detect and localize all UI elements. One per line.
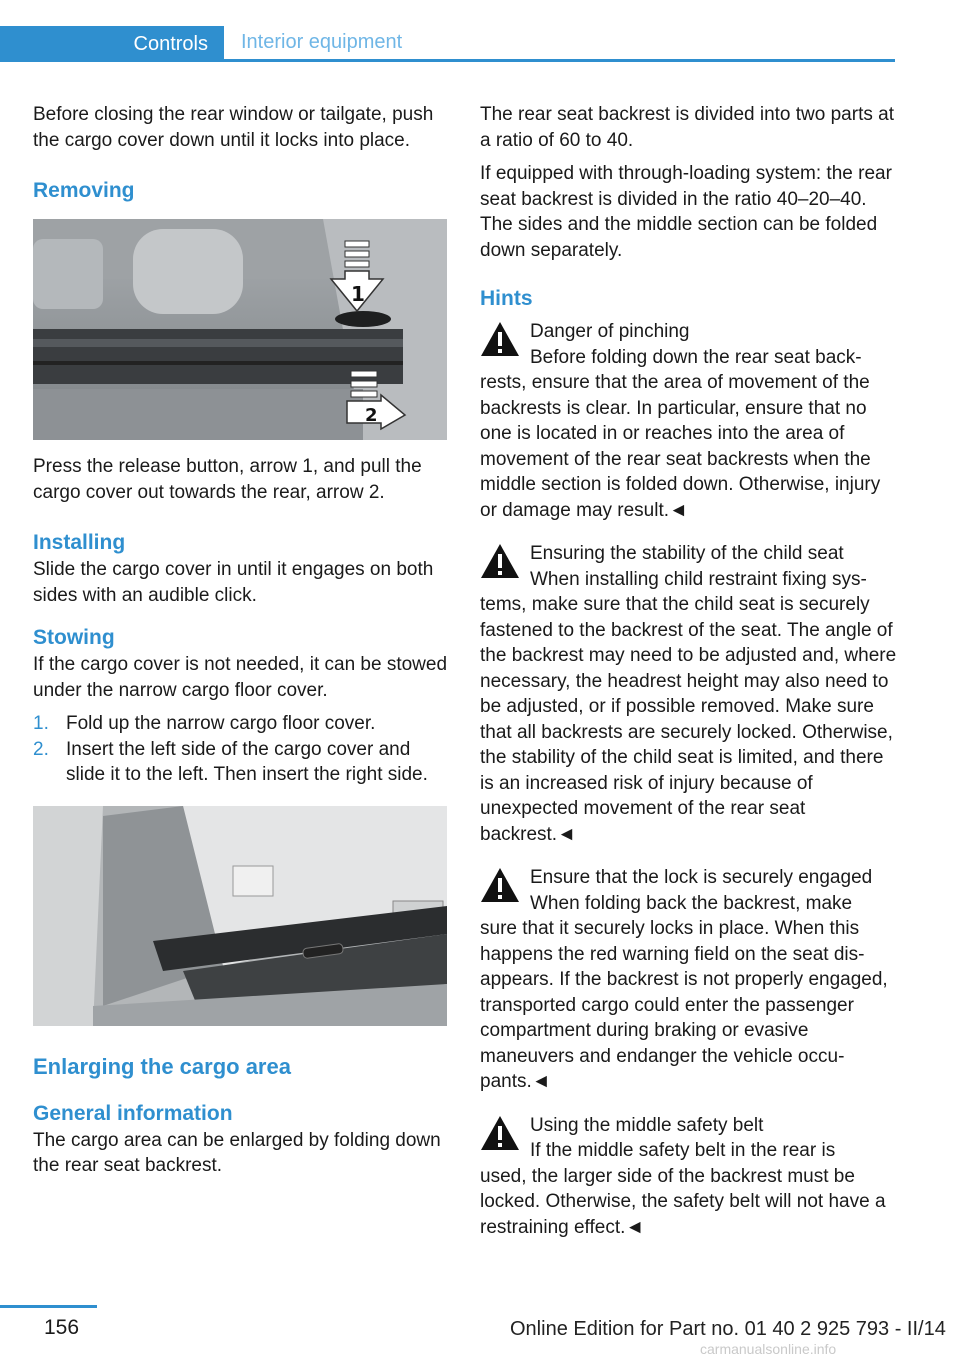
warning-lock-engaged <box>480 865 898 1095</box>
warning-danger-of-pinching <box>480 319 898 523</box>
photo-stowing-cargo-cover <box>33 806 447 1026</box>
warning-middle-safety-belt <box>480 1113 898 1241</box>
step-text: Fold up the narrow cargo floor cover. <box>66 713 376 734</box>
heading-stowing: Stowing <box>33 626 115 649</box>
step-number: 1. <box>33 713 49 734</box>
warning-text: sure that it securely locks in place. When this happens the red warning field on the seat disappears. If the backrest is not properly engaged, transported cargo could enter the passenger compartment during braking or evasive maneuvers and endanger the vehicle occupants.◄ <box>480 918 888 1092</box>
intro-paragraph: Before closing the rear window or tailgate, push the cargo cover down until it locks into place. <box>33 104 434 151</box>
warning-title: Using the middle safety belt <box>530 1114 764 1136</box>
stowing-steps <box>33 711 449 788</box>
warning-triangle-icon <box>480 543 520 579</box>
heading-removing: Removing <box>33 179 135 202</box>
backrest-ratio-paragraph: The rear seat backrest is divided into two parts at a ratio of 60 to 40. <box>480 104 894 151</box>
heading-installing: Installing <box>33 531 126 554</box>
warning-text-first-line: Before folding down the rear seat back- <box>530 346 862 368</box>
list-item <box>33 711 449 737</box>
warning-text-first-line: If the middle safety belt in the rear is <box>530 1140 836 1161</box>
step-text: Insert the left side of the cargo cover and slide it to the left. Then insert the right side. <box>66 738 428 785</box>
installing-text: Slide the cargo cover in until it engages on both sides with an audible click. <box>33 559 434 606</box>
arrow-1-label: 1 <box>351 282 365 306</box>
warning-text-first-line: When installing child restraint fixing sys- <box>530 568 867 590</box>
through-loading-paragraph: If equipped with through-loading system: the rear seat backrest is divided in the ratio 40–20–40. The sides and the middle section can be folded down separately. <box>480 163 892 261</box>
general-information-text: The cargo area can be enlarged by folding down the rear seat backrest. <box>33 1129 441 1176</box>
warning-triangle-icon <box>480 1115 520 1151</box>
warning-triangle-icon <box>480 321 520 357</box>
stowing-cargo-cover-illustration <box>33 806 447 1026</box>
section-tab-interior-equipment: Interior equipment <box>241 31 403 53</box>
heading-enlarging-cargo-area: Enlarging the cargo area <box>33 1053 291 1079</box>
page-header <box>0 26 895 62</box>
arrow-2-label: 2 <box>365 405 378 426</box>
page-number: 156 <box>44 1316 80 1339</box>
warning-triangle-icon <box>480 867 520 903</box>
step-number: 2. <box>33 738 49 760</box>
photo-removing-cargo-cover <box>33 219 447 440</box>
heading-hints: Hints <box>480 287 533 310</box>
header-rule <box>0 59 895 62</box>
left-column <box>33 102 449 1179</box>
right-column <box>480 102 898 1240</box>
edition-note: Online Edition for Part no. 01 40 2 925 793 - II/14 <box>510 1318 946 1340</box>
warning-title: Danger of pinching <box>530 321 690 342</box>
warning-title: Ensuring the stability of the child seat <box>530 543 844 564</box>
section-tab-controls: Controls <box>0 26 224 62</box>
removing-text: Press the release button, arrow 1, and pull the cargo cover out towards the rear, arrow 2. <box>33 456 422 503</box>
heading-general-information: General information <box>33 1101 233 1125</box>
warning-title: Ensure that the lock is securely engaged <box>530 867 873 888</box>
list-item <box>33 737 449 788</box>
stowing-text: If the cargo cover is not needed, it can be stowed under the narrow cargo floor cover. <box>33 654 448 701</box>
warning-text: tems, make sure that the child seat is securely fastened to the backrest of the seat. The angle of the backrest may need to be adjusted and, where necessary, the headrest height may also need to be adjusted, or if possible removed. Make sure that all backrests are securely locked. Otherwise, the stability of the child seat is limited, and there is an increased risk of injury because of unexpected movement of the rear seat backrest.◄ <box>480 594 897 845</box>
watermark: carmanualsonline.info <box>700 1341 837 1357</box>
warning-text: used, the larger side of the backrest must be locked. Otherwise, the safety belt will not have a restraining effect.◄ <box>480 1165 886 1238</box>
warning-text: rests, ensure that the area of movement of the backrests is clear. In particular, ensure that no one is located in or reaches into the area of movement of the rear seat backrests when the middle section is folded down. Otherwise, injury or damage may result.◄ <box>480 372 881 521</box>
footer-rule <box>0 1305 97 1308</box>
removing-cargo-cover-illustration <box>33 219 447 440</box>
warning-child-seat-stability <box>480 541 898 847</box>
warning-text-first-line: When folding back the backrest, make <box>530 892 853 914</box>
